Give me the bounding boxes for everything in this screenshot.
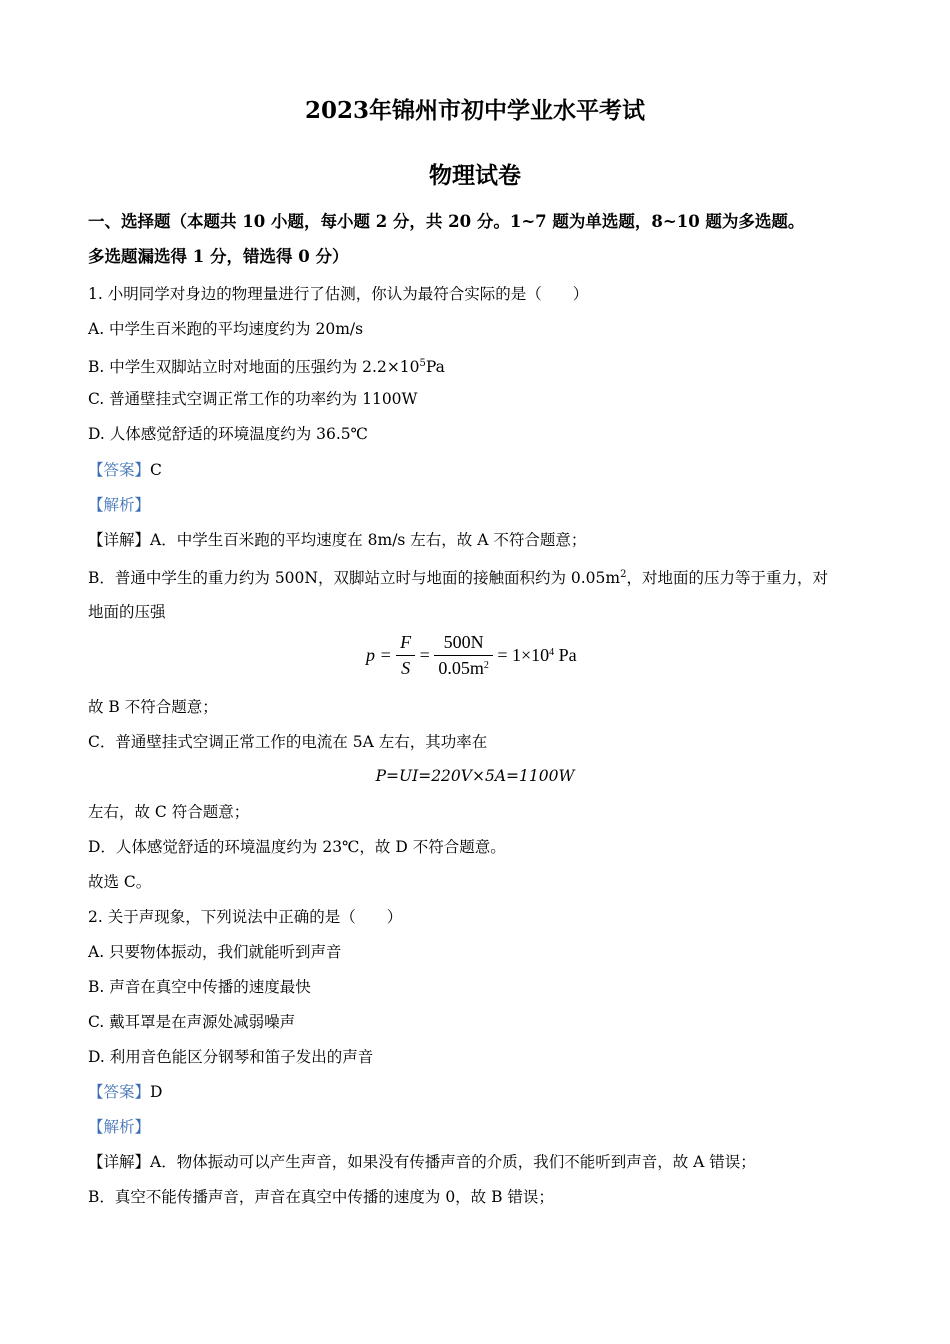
q1-detail-d: D．人体感觉舒适的环境温度约为 23℃，故 D 不符合题意。 [88, 838, 506, 856]
q1-option-a: A. 中学生百米跑的平均速度约为 20m/s [88, 320, 364, 338]
q1-answer: 【答案】C [88, 461, 162, 479]
section-heading-line1: 一、选择题（本题共 10 小题，每小题 2 分，共 20 分。1~7 题为单选题，8~10 题为多选题。 [88, 212, 805, 231]
pressure-formula: p = $\frac{F}{S}$ = $\frac{500N}{0.05m^2}$ = $1\times 10^4$ Pa [366, 632, 577, 678]
q1-analysis-tag: 【解析】 [88, 496, 151, 514]
q1-option-d: D. 人体感觉舒适的环境温度约为 36.5℃ [88, 425, 369, 443]
q2-stem: 2. 关于声现象，下列说法中正确的是（ ） [88, 908, 403, 926]
q1-detail-c2: 左右，故 C 符合题意； [88, 803, 250, 821]
q2-answer: 【答案】D [88, 1083, 163, 1101]
section-heading-line2: 多选题漏选得 1 分，错选得 0 分） [88, 247, 349, 266]
q2-option-b: B. 声音在真空中传播的速度最快 [88, 978, 311, 996]
q1-detail-b3: 故 B 不符合题意； [88, 698, 218, 716]
q2-detail-a: 【详解】A．物体振动可以产生声音，如果没有传播声音的介质，我们不能听到声音，故 A 错误； [88, 1153, 756, 1171]
exam-title: 2023年锦州市初中学业水平考试 [304, 97, 645, 124]
q2-detail-b: B．真空不能传播声音，声音在真空中传播的速度为 0，故 B 错误； [88, 1188, 554, 1206]
q1-option-b: B. 中学生双脚站立时对地面的压强约为 $2.2\times 10^5Pa$ [88, 358, 445, 376]
q1-conclusion: 故选 C。 [88, 873, 152, 891]
q2-option-a: A. 只要物体振动，我们就能听到声音 [88, 943, 342, 961]
q1-stem: 1. 小明同学对身边的物理量进行了估测，你认为最符合实际的是（ ） [88, 285, 589, 303]
q2-analysis-tag: 【解析】 [88, 1118, 151, 1136]
q1-detail-a: 【详解】A．中学生百米跑的平均速度在 8m/s 左右，故 A 不符合题意； [88, 531, 587, 549]
q2-option-d: D. 利用音色能区分钢琴和笛子发出的声音 [88, 1048, 374, 1066]
q1-option-c: C. 普通壁挂式空调正常工作的功率约为 1100W [88, 390, 418, 408]
power-formula: P=UI=220V×5A=1100W [375, 767, 575, 785]
exam-subtitle: 物理试卷 [429, 162, 521, 189]
q1-detail-b1: B．普通中学生的重力约为 500N，双脚站立时与地面的接触面积约为 $0.05m^2$，对地面的压力等于重力，对 [88, 569, 828, 587]
q1-detail-b2: 地面的压强 [88, 603, 166, 621]
q1-detail-c1: C．普通壁挂式空调正常工作的电流在 5A 左右，其功率在 [88, 733, 488, 751]
q2-option-c: C. 戴耳罩是在声源处减弱噪声 [88, 1013, 296, 1031]
